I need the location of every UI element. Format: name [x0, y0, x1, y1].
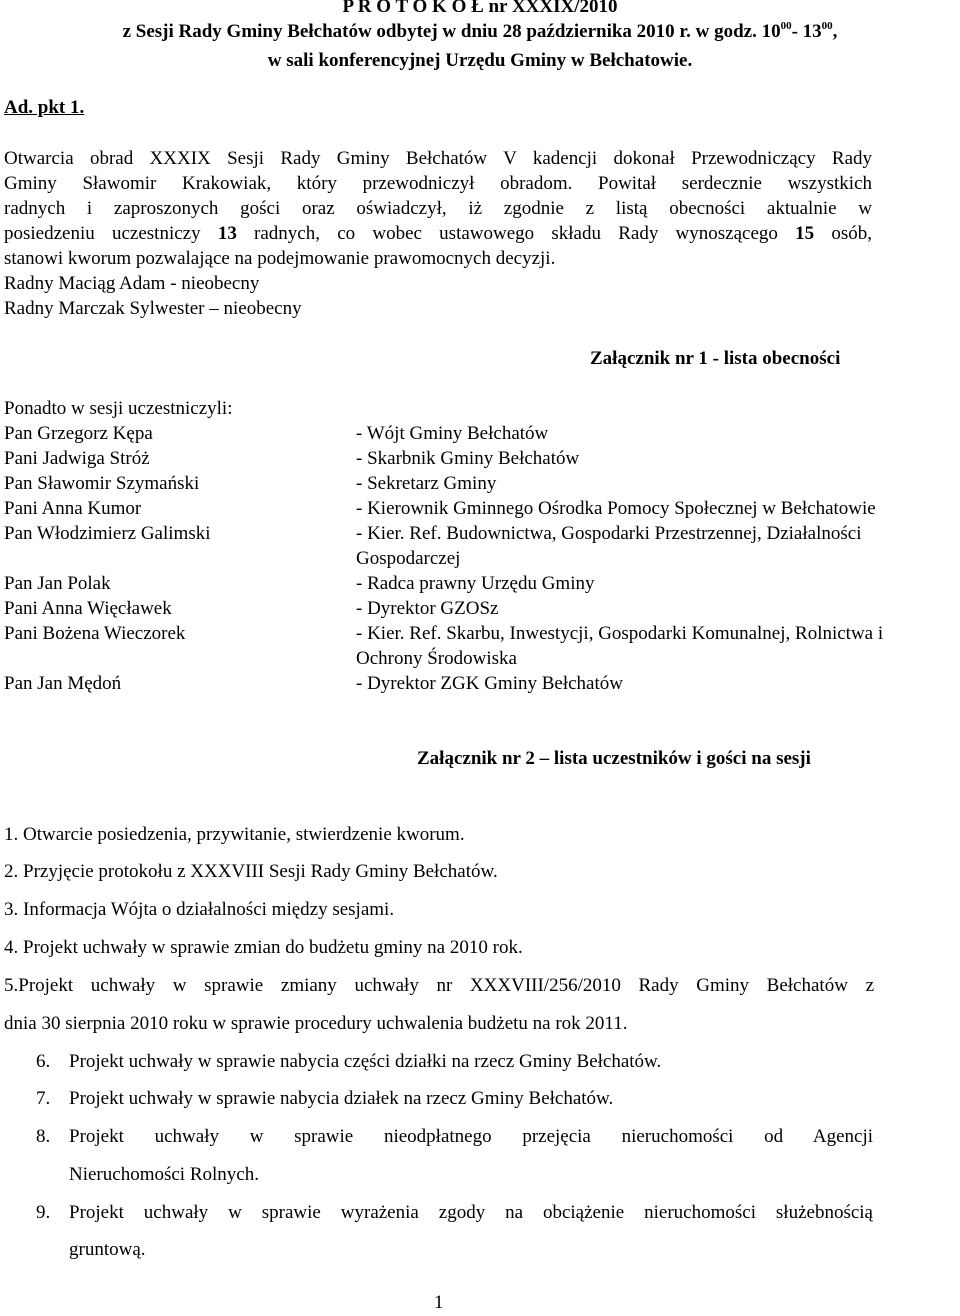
absent-councillor: Radny Marczak Sylwester – nieobecny — [4, 298, 302, 319]
agenda-item-continued: dnia 30 sierpnia 2010 roku w sprawie procedury uchwalenia budżetu na rok 2011. — [4, 1013, 628, 1034]
agenda-item: 4. Projekt uchwały w sprawie zmian do budżetu gminy na 2010 rok. — [4, 937, 523, 958]
annex-1-label: Załącznik nr 1 - lista obecności — [590, 348, 841, 369]
guest-name: Pan Grzegorz Kępa — [4, 423, 153, 444]
guest-name: Pani Jadwiga Stróż — [4, 448, 150, 469]
guest-name: Pani Anna Więcławek — [4, 598, 172, 619]
agenda-number: 7. — [36, 1088, 51, 1109]
paragraph-line: stanowi kworum pozwalające na podejmowanie prawomocnych decyzji. — [4, 248, 556, 269]
guest-role: - Kierownik Gminnego Ośrodka Pomocy Społecznej w Bełchatowie — [356, 498, 876, 519]
agenda-item-continued: gruntową. — [69, 1239, 146, 1260]
guest-name: Pan Jan Polak — [4, 573, 111, 594]
guest-role: - Kier. Ref. Skarbu, Inwestycji, Gospodarki Komunalnej, Rolnictwa i — [356, 623, 884, 644]
document-title: P R O T O K O Ł nr XXXIX/2010 — [342, 0, 618, 17]
agenda-item: 1. Otwarcie posiedzenia, przywitanie, stwierdzenie kworum. — [4, 824, 465, 845]
document-subtitle: z Sesji Rady Gminy Bełchatów odbytej w dniu 28 października 2010 r. w godz. $10^{00}-$ $13^{00}$, — [122, 20, 838, 42]
paragraph-line: posiedzeniu uczestniczy 13 radnych, co wobec ustawowego składu Rady wynoszącego 15 osób, — [4, 223, 872, 244]
guest-role-continued: Ochrony Środowiska — [356, 648, 517, 669]
section-heading-pkt1: Ad. pkt 1. — [4, 97, 85, 118]
paragraph-line: Otwarcia obrad XXXIX Sesji Rady Gminy Bełchatów V kadencji dokonał Przewodniczący Rady — [4, 148, 872, 169]
paragraph-line: radnych i zaproszonych gości oraz oświadczył, iż zgodnie z listą obecności aktualnie w — [4, 198, 872, 219]
agenda-item: Projekt uchwały w sprawie nabycia części działki na rzecz Gminy Bełchatów. — [69, 1051, 662, 1072]
guest-role: - Radca prawny Urzędu Gminy — [356, 573, 595, 594]
guest-role: - Wójt Gminy Bełchatów — [356, 423, 549, 444]
absent-councillor: Radny Maciąg Adam - nieobecny — [4, 273, 260, 294]
guest-name: Pan Włodzimierz Galimski — [4, 523, 211, 544]
agenda-item: Projekt uchwały w sprawie nabycia działek na rzecz Gminy Bełchatów. — [69, 1088, 614, 1109]
guest-role: - Kier. Ref. Budownictwa, Gospodarki Przestrzennej, Działalności — [356, 523, 862, 544]
guest-name: Pani Anna Kumor — [4, 498, 142, 519]
agenda-item: 3. Informacja Wójta o działalności między sesjami. — [4, 899, 395, 920]
guest-name: Pan Jan Mędoń — [4, 673, 122, 694]
agenda-item: 2. Przyjęcie protokołu z XXXVIII Sesji Rady Gminy Bełchatów. — [4, 861, 498, 882]
guest-role: - Dyrektor ZGK Gminy Bełchatów — [356, 673, 623, 694]
annex-2-label: Załącznik nr 2 – lista uczestników i gości na sesji — [417, 748, 811, 769]
agenda-number: 8. — [36, 1126, 51, 1147]
agenda-item: Projekt uchwały w sprawie nieodpłatnego przejęcia nieruchomości od Agencji — [69, 1126, 873, 1147]
agenda-item: 5.Projekt uchwały w sprawie zmiany uchwały nr XXXVIII/256/2010 Rady Gminy Bełchatów z — [4, 975, 874, 996]
page-number: 1 — [434, 1292, 444, 1313]
guest-name: Pan Sławomir Szymański — [4, 473, 200, 494]
guest-role: - Sekretarz Gminy — [356, 473, 497, 494]
agenda-item: Projekt uchwały w sprawie wyrażenia zgody na obciążenie nieruchomości służebnością — [69, 1202, 873, 1223]
paragraph-line: Gminy Sławomir Krakowiak, który przewodniczył obradom. Powitał serdecznie wszystkich — [4, 173, 872, 194]
guest-role: - Skarbnik Gminy Bełchatów — [356, 448, 580, 469]
guest-role: - Dyrektor GZOSz — [356, 598, 499, 619]
agenda-number: 6. — [36, 1051, 51, 1072]
guest-name: Pani Bożena Wieczorek — [4, 623, 186, 644]
document-location: w sali konferencyjnej Urzędu Gminy w Bełchatowie. — [267, 50, 693, 71]
guest-role-continued: Gospodarczej — [356, 548, 461, 569]
agenda-item-continued: Nieruchomości Rolnych. — [69, 1164, 259, 1185]
agenda-number: 9. — [36, 1202, 51, 1223]
guests-intro: Ponadto w sesji uczestniczyli: — [4, 398, 233, 419]
